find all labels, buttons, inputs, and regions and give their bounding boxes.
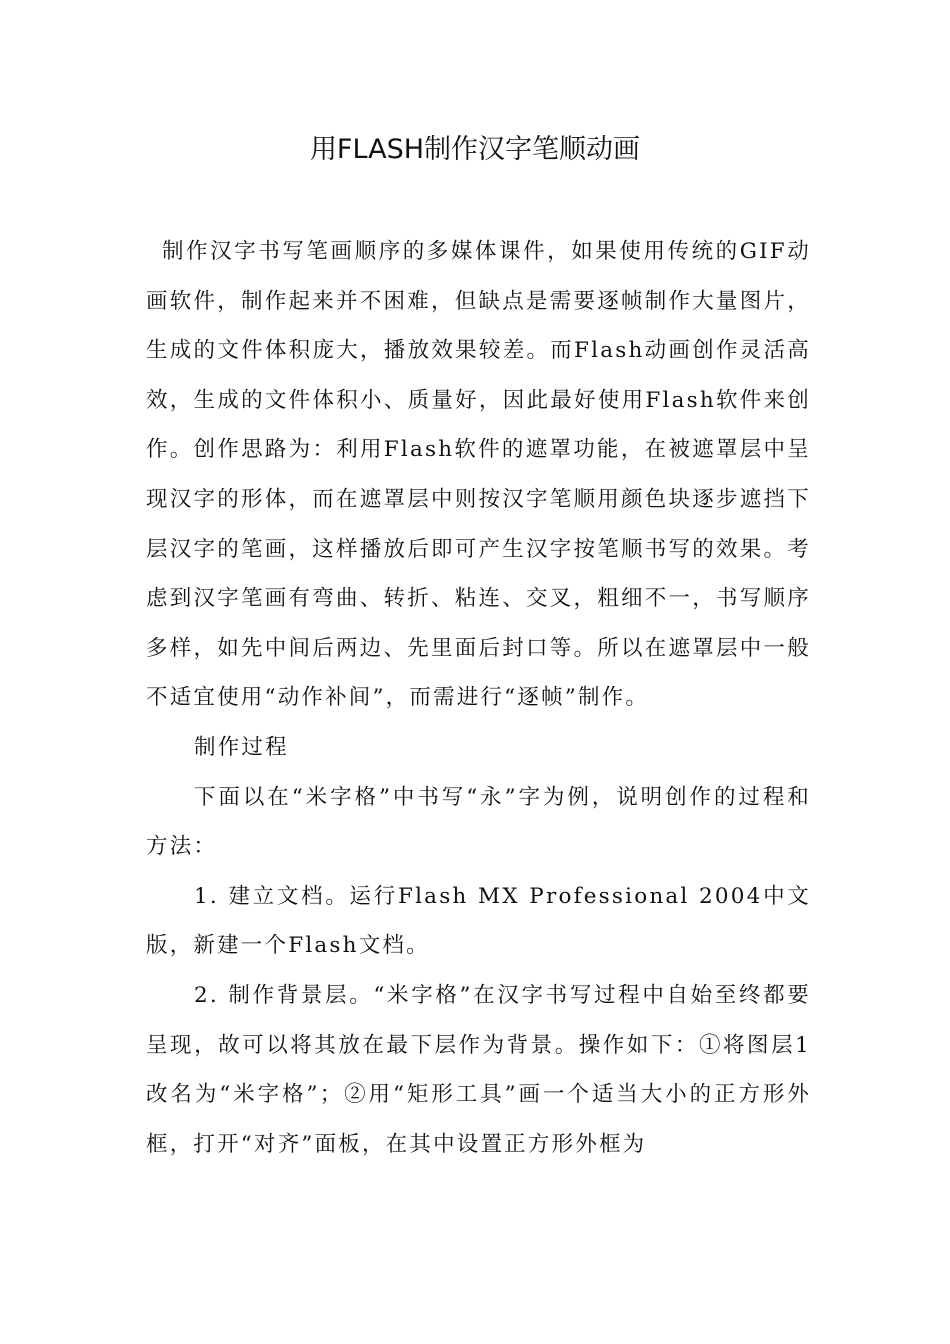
section-heading-process: 制作过程 <box>194 734 289 760</box>
paragraph-example: 下面以在“米字格”中书写“永”字为例，说明创作的过程和方法： <box>146 784 811 860</box>
step-2-background-layer: 2. 制作背景层。“米字格”在汉字书写过程中自始至终都要呈现，故可以将其放在最下层作为背景。操作如下：①将图层1改名为“米字格”；②用“矩形工具”画一个适当大小的正方形外框，打开“对齐”面板，在其中设置正方形外框为 <box>146 982 811 1157</box>
document-title: 用FLASH制作汉字笔顺动画 <box>309 134 641 165</box>
paragraph-intro: 制作汉字书写笔画顺序的多媒体课件，如果使用传统的GIF动画软件，制作起来并不困难，但缺点是需要逐帧制作大量图片，生成的文件体积庞大，播放效果较差。而Flash动画创作灵活高效，生成的文件体积小、质量好，因此最好使用Flash软件来创作。创作思路为：利用Flash软件的遮罩功能，在被遮罩层中呈现汉字的形体，而在遮罩层中则按汉字笔顺用颜色块逐步遮挡下层汉字的笔画，这样播放后即可产生汉字按笔顺书写的效果。考虑到汉字笔画有弯曲、转折、粘连、交叉，粗细不一，书写顺序多样，如先中间后两边、先里面后封口等。所以在遮罩层中一般不适宜使用“动作补间”，而需进行“逐帧”制作。 <box>146 239 811 711</box>
document-body <box>146 227 811 1169</box>
step-1-create-document: 1. 建立文档。运行Flash MX Professional 2004中文版，新建一个Flash文档。 <box>146 883 811 959</box>
